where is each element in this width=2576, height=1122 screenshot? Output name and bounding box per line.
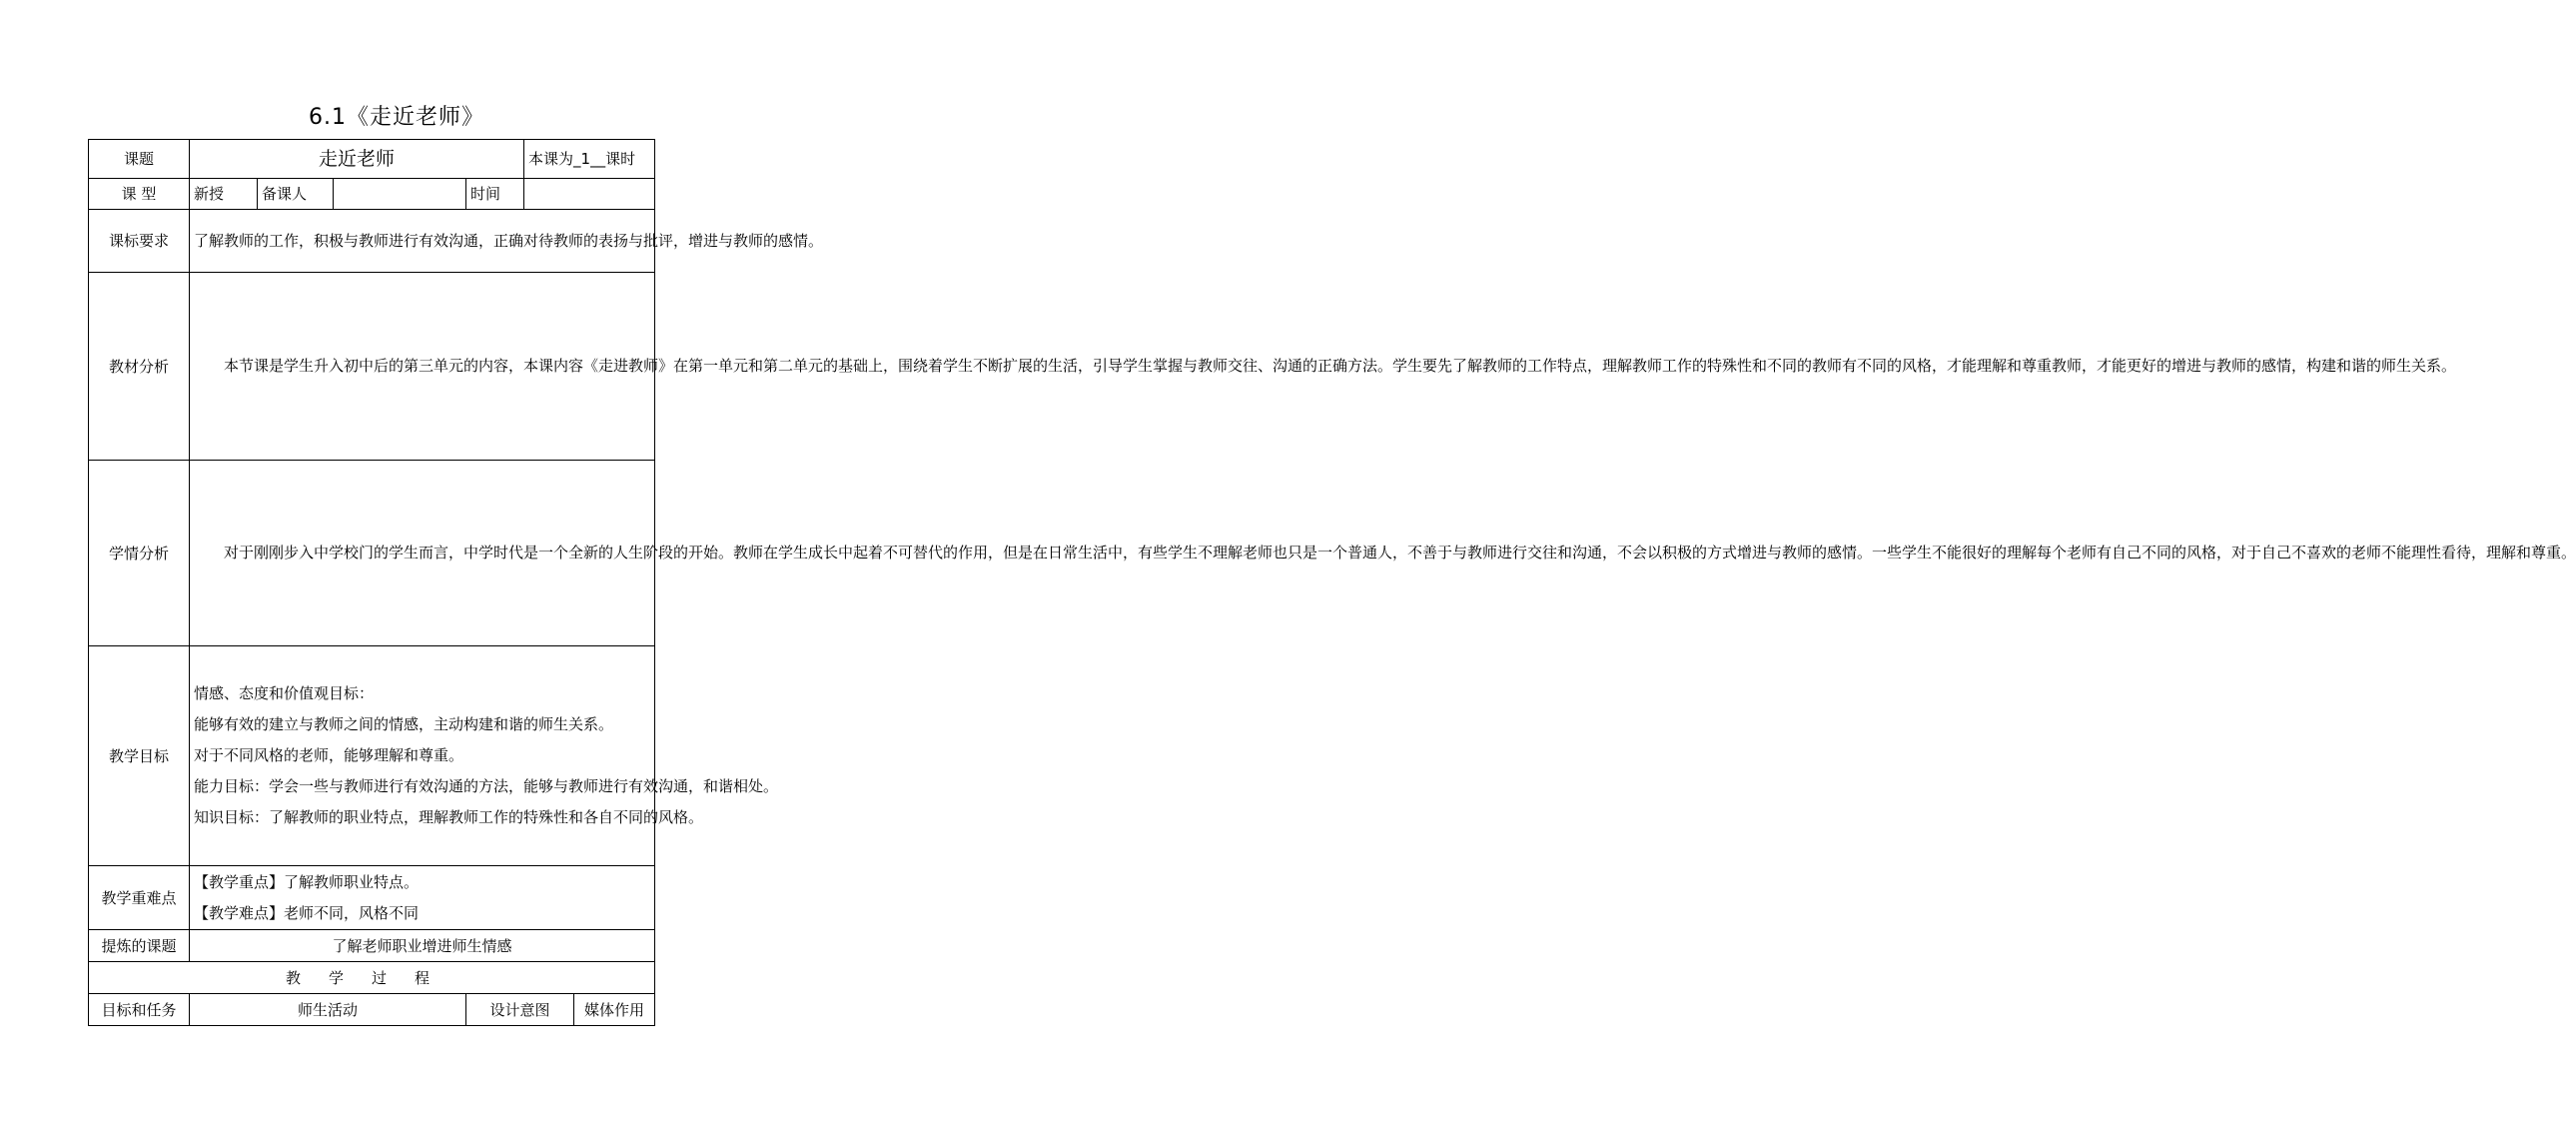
students-label: 学情分析 bbox=[89, 461, 190, 646]
goals-line: 能够有效的建立与教师之间的情感，主动构建和谐的师生关系。 bbox=[194, 715, 614, 733]
hours-cell bbox=[524, 140, 655, 179]
key-points-content bbox=[190, 866, 655, 930]
refined-topic-value: 了解老师职业增进师生情感 bbox=[190, 930, 655, 962]
standards-label: 课标要求 bbox=[89, 210, 190, 273]
key-point-difficulty: 【教学难点】老师不同，风格不同 bbox=[194, 903, 420, 922]
process-heading bbox=[89, 962, 655, 994]
material-label: 教材分析 bbox=[89, 273, 190, 461]
topic-value: 走近老师 bbox=[190, 140, 524, 179]
process-heading-text: 教学过程 bbox=[286, 968, 458, 987]
type-label: 课 型 bbox=[89, 179, 190, 210]
key-point-focus: 【教学重点】了解教师职业特点。 bbox=[194, 872, 420, 891]
preparer-label: 备课人 bbox=[258, 179, 334, 210]
type-value: 新授 bbox=[190, 179, 258, 210]
refined-topic-label: 提炼的课题 bbox=[89, 930, 190, 962]
process-col-media: 媒体作用 bbox=[574, 994, 655, 1026]
material-row bbox=[89, 273, 655, 461]
time-value bbox=[524, 179, 655, 210]
time-label: 时间 bbox=[466, 179, 524, 210]
students-text: 对于刚刚步入中学校门的学生而言，中学时代是一个全新的人生阶段的开始。教师在学生成长中起着不可替代的作用，但是在日常生活中，有些学生不理解老师也只是一个普通人，不善于与教师进行交往和沟通，不会以积极的方式增进与教师的感情。一些学生不能很好的理解每个老师有自己不同的风格，对于自己不喜欢的老师不能理性看待，理解和尊重。 bbox=[190, 461, 655, 646]
goals-line: 情感、态度和价值观目标： bbox=[194, 684, 375, 702]
hours-value: _1__ bbox=[573, 150, 606, 168]
goals-line: 对于不同风格的老师，能够理解和尊重。 bbox=[194, 746, 464, 764]
process-col-intent: 设计意图 bbox=[466, 994, 574, 1026]
type-row bbox=[89, 179, 655, 210]
goals-row bbox=[89, 646, 655, 866]
standards-text: 了解教师的工作，积极与教师进行有效沟通，正确对待教师的表扬与批评，增进与教师的感情。 bbox=[190, 210, 655, 273]
preparer-value bbox=[334, 179, 466, 210]
goals-line: 能力目标：学会一些与教师进行有效沟通的方法，能够与教师进行有效沟通，和谐相处。 bbox=[194, 777, 779, 795]
document-title: 6.1《走近老师》 bbox=[309, 105, 484, 130]
goals-line: 知识目标：了解教师的职业特点，理解教师工作的特殊性和各自不同的风格。 bbox=[194, 808, 704, 826]
material-text: 本节课是学生升入初中后的第三单元的内容，本课内容《走进教师》在第一单元和第二单元的基础上，围绕着学生不断扩展的生活，引导学生掌握与教师交往、沟通的正确方法。学生要先了解教师的工作特点，理解教师工作的特殊性和不同的教师有不同的风格，才能理解和尊重教师，才能更好的增进与教师的感情，构建和谐的师生关系。 bbox=[190, 273, 655, 461]
topic-row bbox=[89, 140, 655, 179]
process-columns-row bbox=[89, 994, 655, 1026]
standards-row bbox=[89, 210, 655, 273]
topic-label: 课题 bbox=[89, 140, 190, 179]
refined-topic-row bbox=[89, 930, 655, 962]
hours-suffix: 课时 bbox=[605, 150, 636, 168]
hours-prefix: 本课为 bbox=[528, 150, 574, 168]
process-heading-row bbox=[89, 962, 655, 994]
students-row bbox=[89, 461, 655, 646]
lesson-plan-table bbox=[88, 139, 2576, 1026]
goals-label: 教学目标 bbox=[89, 646, 190, 866]
process-col-activity: 师生活动 bbox=[190, 994, 466, 1026]
key-points-label: 教学重难点 bbox=[89, 866, 190, 930]
goals-content bbox=[190, 646, 779, 866]
process-col-goal: 目标和任务 bbox=[89, 994, 190, 1026]
key-points-row bbox=[89, 866, 655, 930]
